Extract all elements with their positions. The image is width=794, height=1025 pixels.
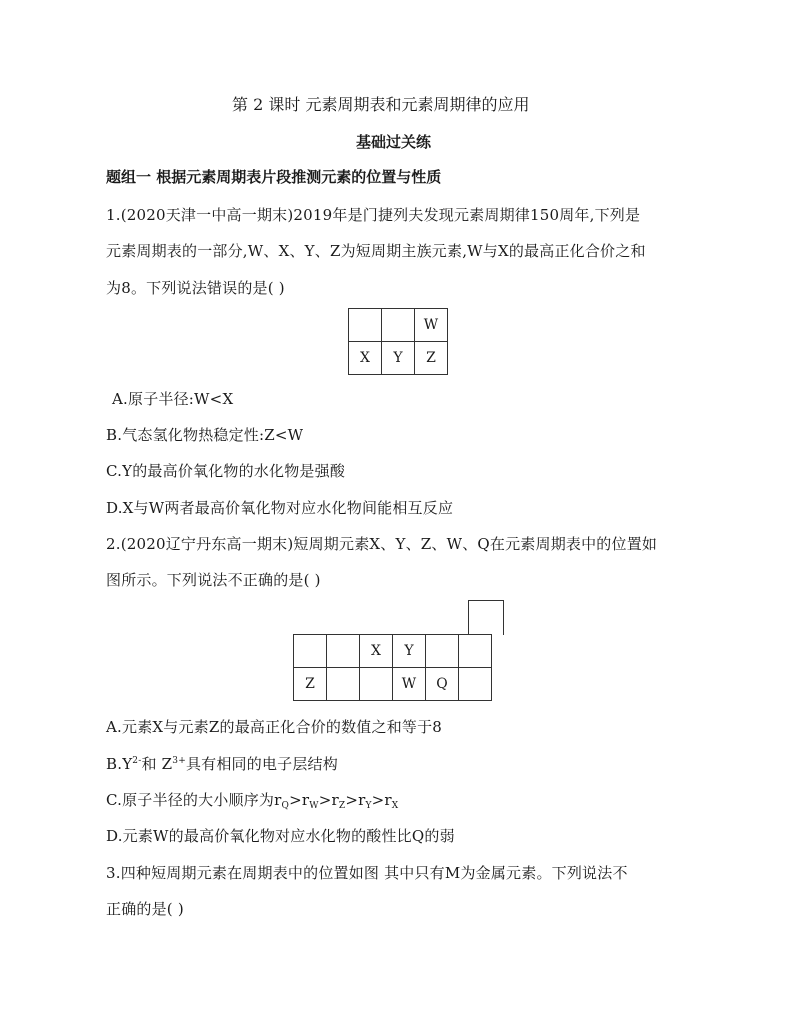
table-row [294,668,492,701]
table-cell: Y [393,635,426,668]
q1-option-c: C.Y的最高价氧化物的水化物是强酸 [106,462,346,480]
q2-option-d: D.元素W的最高价氧化物对应水化物的酸性比Q的弱 [106,827,455,845]
subscript: X [391,801,399,811]
q3-line2: 正确的是( ) [106,900,184,918]
table-cell [327,668,360,701]
section-subtitle: 基础过关练 [356,133,432,151]
page-title: 第 2 课时 元素周期表和元素周期律的应用 [232,95,530,114]
q1-line2: 元素周期表的一部分,W、X、Y、Z为短周期主族元素,W与X的最高正化合价之和 [106,242,646,260]
table-cell: W [415,309,448,342]
table-row [294,635,492,668]
symbol: > [289,791,302,809]
symbol: > [318,791,332,809]
table-cell [426,635,459,668]
symbol: > [371,791,385,809]
subscript: Q [281,801,290,811]
q1-option-a: A.原子半径:W<X [112,390,234,408]
table-cell: Z [294,668,327,701]
table-cell [360,668,393,701]
table-cell: Z [415,342,448,375]
table-cell: X [360,635,393,668]
q2-periodic-table [293,634,492,701]
table-cell: Y [382,342,415,375]
text: B.Y [106,755,133,773]
text: 具有相同的电子层结构 [185,755,338,773]
table-cell: X [349,342,382,375]
q1-periodic-table [348,308,448,375]
q2-line2: 图所示。下列说法不正确的是( ) [106,571,321,589]
table-cell [349,309,382,342]
symbol: r [384,791,392,809]
table-cell: W [393,668,426,701]
q3-line1: 3.四种短周期元素在周期表中的位置如图 其中只有M为金属元素。下列说法不 [106,864,628,882]
table-cell [382,309,415,342]
q1-option-d: D.X与W两者最高价氧化物对应水化物间能相互反应 [106,499,454,517]
q2-option-a: A.元素X与元素Z的最高正化合价的数值之和等于8 [106,718,443,736]
symbol: r [358,791,366,809]
symbol: r [274,791,282,809]
symbol: > [345,791,359,809]
group-heading: 题组一 根据元素周期表片段推测元素的位置与性质 [106,168,442,186]
q2-option-b [106,753,338,774]
table-cell [327,635,360,668]
subscript: Z [338,801,346,811]
subscript: Y [365,801,372,811]
text: C.原子半径的大小顺序为 [106,791,275,809]
table-cell [459,635,492,668]
table-cell: Q [426,668,459,701]
table-row [349,309,448,342]
q1-line1: 1.(2020天津一中高一期末)2019年是门捷列夫发现元素周期律150周年,下列是 [106,206,641,224]
q1-option-b: B.气态氢化物热稳定性:Z<W [106,426,304,444]
table-cell [294,635,327,668]
superscript: 2- [132,756,142,766]
text: 和 Z [141,755,173,773]
q2-table-top-cell [468,600,504,635]
q1-line3: 为8。下列说法错误的是( ) [106,279,285,297]
q2-option-c [106,789,398,811]
subscript: W [309,801,319,811]
table-cell [459,668,492,701]
table-row [349,342,448,375]
q2-line1: 2.(2020辽宁丹东高一期末)短周期元素X、Y、Z、W、Q在元素周期表中的位置如 [106,535,658,553]
symbol: r [301,791,310,809]
superscript: 3+ [172,756,186,766]
symbol: r [331,791,339,809]
